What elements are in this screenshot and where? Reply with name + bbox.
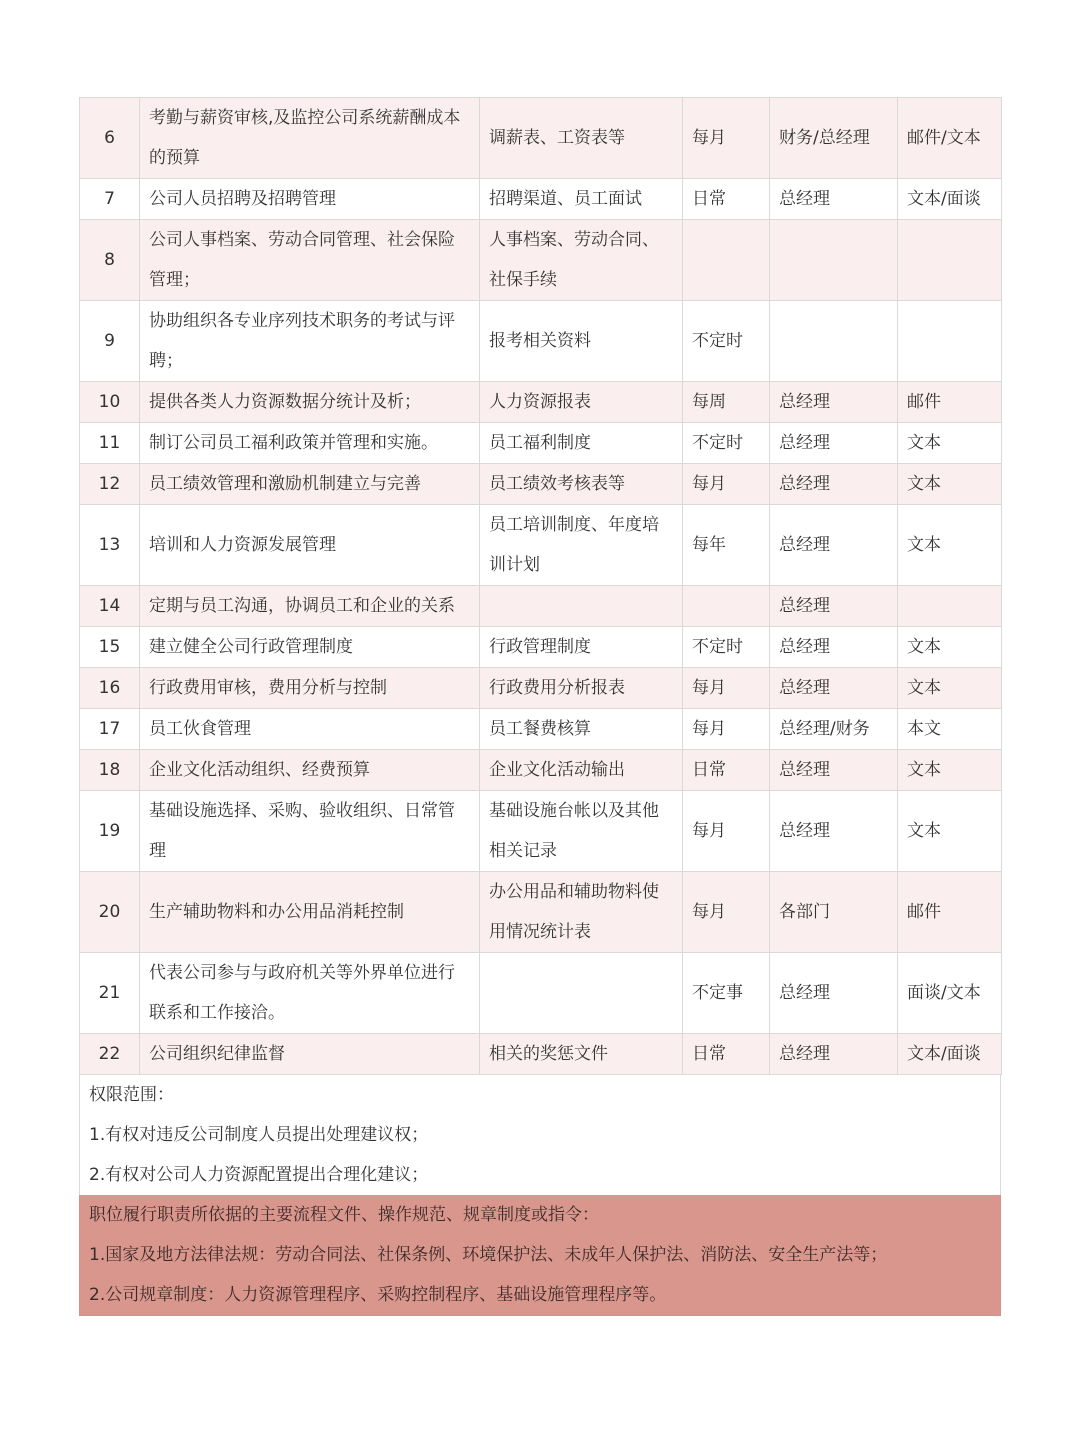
method-cell: 面谈/文本 [898, 953, 1002, 1034]
authority-section [79, 1075, 1001, 1195]
report-to-cell: 总经理 [770, 953, 898, 1034]
row-number: 7 [80, 179, 140, 220]
row-number: 16 [80, 668, 140, 709]
duty-cell: 公司人事档案、劳动合同管理、社会保险管理； [140, 220, 480, 301]
table-row [80, 709, 1002, 750]
report-to-cell: 总经理 [770, 586, 898, 627]
frequency-cell: 不定时 [683, 423, 770, 464]
table-row [80, 464, 1002, 505]
duty-cell: 定期与员工沟通，协调员工和企业的关系 [140, 586, 480, 627]
report-to-cell: 各部门 [770, 872, 898, 953]
output-cell: 基础设施台帐以及其他相关记录 [480, 791, 683, 872]
table-row [80, 301, 1002, 382]
method-cell [898, 220, 1002, 301]
report-to-cell [770, 301, 898, 382]
frequency-cell: 每月 [683, 668, 770, 709]
report-to-cell [770, 220, 898, 301]
report-to-cell: 总经理 [770, 179, 898, 220]
duty-cell: 提供各类人力资源数据分统计及析； [140, 382, 480, 423]
output-cell: 人力资源报表 [480, 382, 683, 423]
row-number: 10 [80, 382, 140, 423]
table-row [80, 586, 1002, 627]
method-cell [898, 301, 1002, 382]
output-cell: 行政费用分析报表 [480, 668, 683, 709]
duty-cell: 协助组织各专业序列技术职务的考试与评聘； [140, 301, 480, 382]
frequency-cell: 日常 [683, 750, 770, 791]
row-number: 17 [80, 709, 140, 750]
table-row [80, 668, 1002, 709]
duties-table-body [80, 98, 1002, 1075]
method-cell: 邮件 [898, 382, 1002, 423]
table-row [80, 423, 1002, 464]
frequency-cell: 日常 [683, 1034, 770, 1075]
row-number: 21 [80, 953, 140, 1034]
frequency-cell: 每年 [683, 505, 770, 586]
row-number: 8 [80, 220, 140, 301]
method-cell: 文本 [898, 791, 1002, 872]
duty-cell: 考勤与薪资审核,及监控公司系统薪酬成本的预算 [140, 98, 480, 179]
duty-cell: 员工绩效管理和激励机制建立与完善 [140, 464, 480, 505]
report-to-cell: 总经理/财务 [770, 709, 898, 750]
output-cell [480, 586, 683, 627]
report-to-cell: 总经理 [770, 1034, 898, 1075]
basis-heading: 职位履行职责所依据的主要流程文件、操作规范、规章制度或指令： [89, 1205, 599, 1225]
frequency-cell [683, 220, 770, 301]
basis-section [79, 1195, 1001, 1316]
table-row [80, 505, 1002, 586]
report-to-cell: 总经理 [770, 505, 898, 586]
table-row [80, 627, 1002, 668]
duty-cell: 代表公司参与与政府机关等外界单位进行联系和工作接洽。 [140, 953, 480, 1034]
frequency-cell: 每月 [683, 98, 770, 179]
method-cell: 文本 [898, 750, 1002, 791]
output-cell: 行政管理制度 [480, 627, 683, 668]
table-row [80, 220, 1002, 301]
row-number: 12 [80, 464, 140, 505]
duty-cell: 企业文化活动组织、经费预算 [140, 750, 480, 791]
report-to-cell: 总经理 [770, 627, 898, 668]
duty-cell: 培训和人力资源发展管理 [140, 505, 480, 586]
output-cell: 员工绩效考核表等 [480, 464, 683, 505]
method-cell [898, 586, 1002, 627]
report-to-cell: 总经理 [770, 791, 898, 872]
frequency-cell: 不定时 [683, 301, 770, 382]
frequency-cell: 每月 [683, 791, 770, 872]
output-cell [480, 953, 683, 1034]
report-to-cell: 总经理 [770, 382, 898, 423]
duty-cell: 生产辅助物料和办公用品消耗控制 [140, 872, 480, 953]
authority-item: 2.有权对公司人力资源配置提出合理化建议； [89, 1165, 429, 1185]
output-cell: 相关的奖惩文件 [480, 1034, 683, 1075]
duties-table [79, 97, 1002, 1075]
output-cell: 办公用品和辅助物料使用情况统计表 [480, 872, 683, 953]
duty-cell: 行政费用审核，费用分析与控制 [140, 668, 480, 709]
frequency-cell: 每月 [683, 709, 770, 750]
frequency-cell: 不定时 [683, 627, 770, 668]
duty-cell: 建立健全公司行政管理制度 [140, 627, 480, 668]
row-number: 19 [80, 791, 140, 872]
report-to-cell: 总经理 [770, 464, 898, 505]
method-cell: 文本 [898, 464, 1002, 505]
basis-item: 2.公司规章制度：人力资源管理程序、采购控制程序、基础设施管理程序等。 [89, 1285, 667, 1305]
duty-cell: 制订公司员工福利政策并管理和实施。 [140, 423, 480, 464]
output-cell: 员工福利制度 [480, 423, 683, 464]
method-cell: 本文 [898, 709, 1002, 750]
table-row [80, 382, 1002, 423]
output-cell: 企业文化活动输出 [480, 750, 683, 791]
row-number: 13 [80, 505, 140, 586]
frequency-cell: 不定事 [683, 953, 770, 1034]
table-row [80, 872, 1002, 953]
table-row [80, 791, 1002, 872]
duty-cell: 基础设施选择、采购、验收组织、日常管理 [140, 791, 480, 872]
frequency-cell: 每月 [683, 464, 770, 505]
report-to-cell: 总经理 [770, 423, 898, 464]
report-to-cell: 财务/总经理 [770, 98, 898, 179]
row-number: 18 [80, 750, 140, 791]
method-cell: 文本/面谈 [898, 1034, 1002, 1075]
method-cell: 文本 [898, 505, 1002, 586]
table-row [80, 179, 1002, 220]
authority-item: 1.有权对违反公司制度人员提出处理建议权； [89, 1125, 429, 1145]
row-number: 11 [80, 423, 140, 464]
output-cell: 员工餐费核算 [480, 709, 683, 750]
output-cell: 招聘渠道、员工面试 [480, 179, 683, 220]
row-number: 20 [80, 872, 140, 953]
output-cell: 人事档案、劳动合同、 社保手续 [480, 220, 683, 301]
table-row [80, 98, 1002, 179]
output-cell: 员工培训制度、年度培训计划 [480, 505, 683, 586]
basis-item: 1.国家及地方法律法规：劳动合同法、社保条例、环境保护法、未成年人保护法、消防法、安全生产法等； [89, 1245, 888, 1265]
row-number: 22 [80, 1034, 140, 1075]
document-sheet [79, 97, 1001, 1316]
method-cell: 文本 [898, 627, 1002, 668]
frequency-cell [683, 586, 770, 627]
duty-cell: 公司组织纪律监督 [140, 1034, 480, 1075]
authority-heading: 权限范围： [89, 1085, 174, 1105]
row-number: 9 [80, 301, 140, 382]
method-cell: 文本 [898, 423, 1002, 464]
table-row [80, 953, 1002, 1034]
duty-cell: 公司人员招聘及招聘管理 [140, 179, 480, 220]
report-to-cell: 总经理 [770, 750, 898, 791]
row-number: 14 [80, 586, 140, 627]
table-row [80, 1034, 1002, 1075]
frequency-cell: 每月 [683, 872, 770, 953]
frequency-cell: 每周 [683, 382, 770, 423]
method-cell: 邮件/文本 [898, 98, 1002, 179]
duty-cell: 员工伙食管理 [140, 709, 480, 750]
row-number: 15 [80, 627, 140, 668]
table-row [80, 750, 1002, 791]
output-cell: 报考相关资料 [480, 301, 683, 382]
output-cell: 调薪表、工资表等 [480, 98, 683, 179]
frequency-cell: 日常 [683, 179, 770, 220]
row-number: 6 [80, 98, 140, 179]
report-to-cell: 总经理 [770, 668, 898, 709]
method-cell: 文本/面谈 [898, 179, 1002, 220]
method-cell: 邮件 [898, 872, 1002, 953]
method-cell: 文本 [898, 668, 1002, 709]
